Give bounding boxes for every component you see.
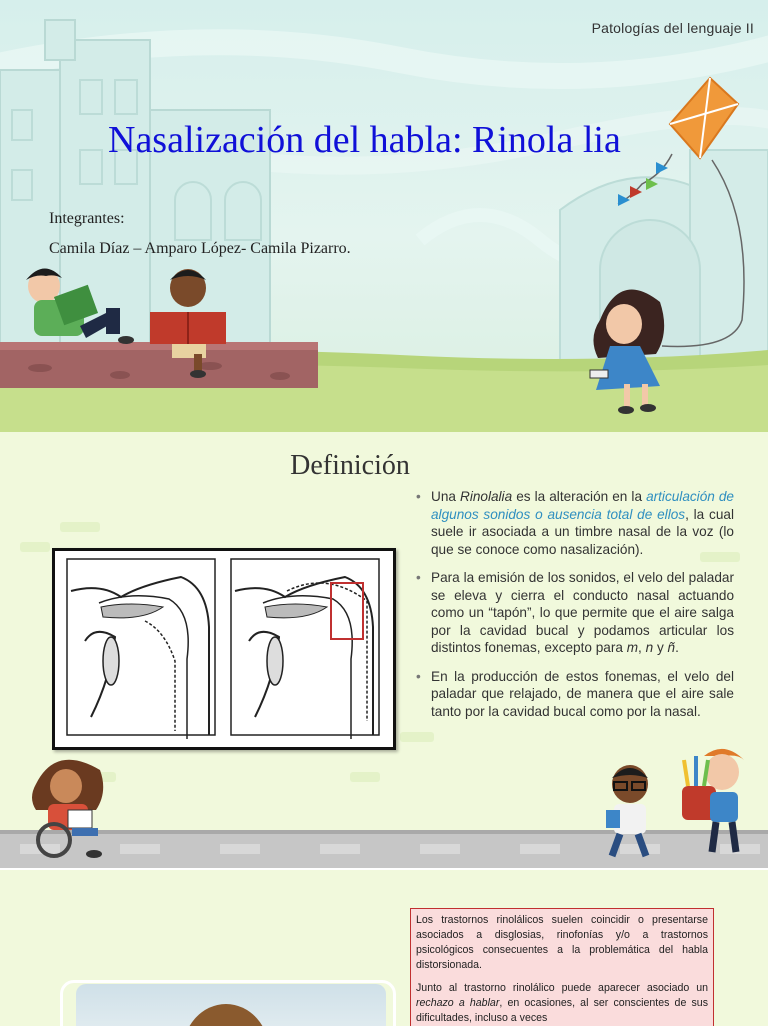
presentation-title: Nasalización del habla: Rinola lia <box>108 119 621 161</box>
related-disorders-paragraph-1: Los trastornos rinolálicos suelen coincidir o presentarse asociados a disglosias, rinofonías y/o a trastornos psicológicos consecuentes a la problemática del habla distorsionada. <box>416 914 708 971</box>
definition-title: Definición <box>290 450 410 481</box>
reading-girl-illustration <box>150 268 230 378</box>
highlighted-phrase: articulación de algunos sonidos o ausencia total de ellos <box>431 489 734 522</box>
velum-diagram-drawing <box>55 551 393 747</box>
wheelchair-kid-illustration <box>26 754 116 860</box>
related-disorders-slide <box>0 868 768 1026</box>
title-slide <box>0 0 768 432</box>
girl-with-kite-illustration <box>580 280 690 420</box>
definition-bullet-2: • Para la emisión de los sonidos, el velo del paladar se eleva y cierra el conducto nasal actuando como un “tapón”, lo que permite que el aire salga por la cavidad bucal y podamos articular los distintos fonemas, excepto para m, n y ñ. <box>414 569 734 657</box>
members-label: Integrantes: <box>49 210 125 227</box>
related-disorders-paragraph-2: Junto al trastorno rinolálico puede aparecer asociado un rechazo a hablar, en ocasiones, al ser conscientes de sus dificultades, incluso a veces <box>416 982 708 1024</box>
reading-boy-illustration <box>14 264 134 348</box>
definition-bullet-3: • En la producción de estos fonemas, el velo del paladar que relajado, de manera que el aire sale tanto por la cavidad bucal como por la nasal. <box>414 668 734 721</box>
definition-bullets <box>414 488 734 731</box>
boy-with-glasses-illustration <box>600 764 660 860</box>
velum-diagram <box>52 548 396 750</box>
course-name: Patologías del lenguaje II <box>591 20 754 36</box>
boy-with-backpack-illustration <box>674 742 754 860</box>
definition-slide <box>0 432 768 868</box>
photo-frame <box>60 980 396 1026</box>
related-disorders-box <box>410 908 714 1026</box>
definition-bullet-1: • Una Rinolalia es la alteración en la articulación de algunos sonidos o ausencia total de ellos, la cual suele ir asociada a un timbre nasal de la voz (lo que se conoce como nasalización). <box>414 488 734 558</box>
members-list: Camila Díaz – Amparo López- Camila Pizarro. <box>49 240 351 257</box>
